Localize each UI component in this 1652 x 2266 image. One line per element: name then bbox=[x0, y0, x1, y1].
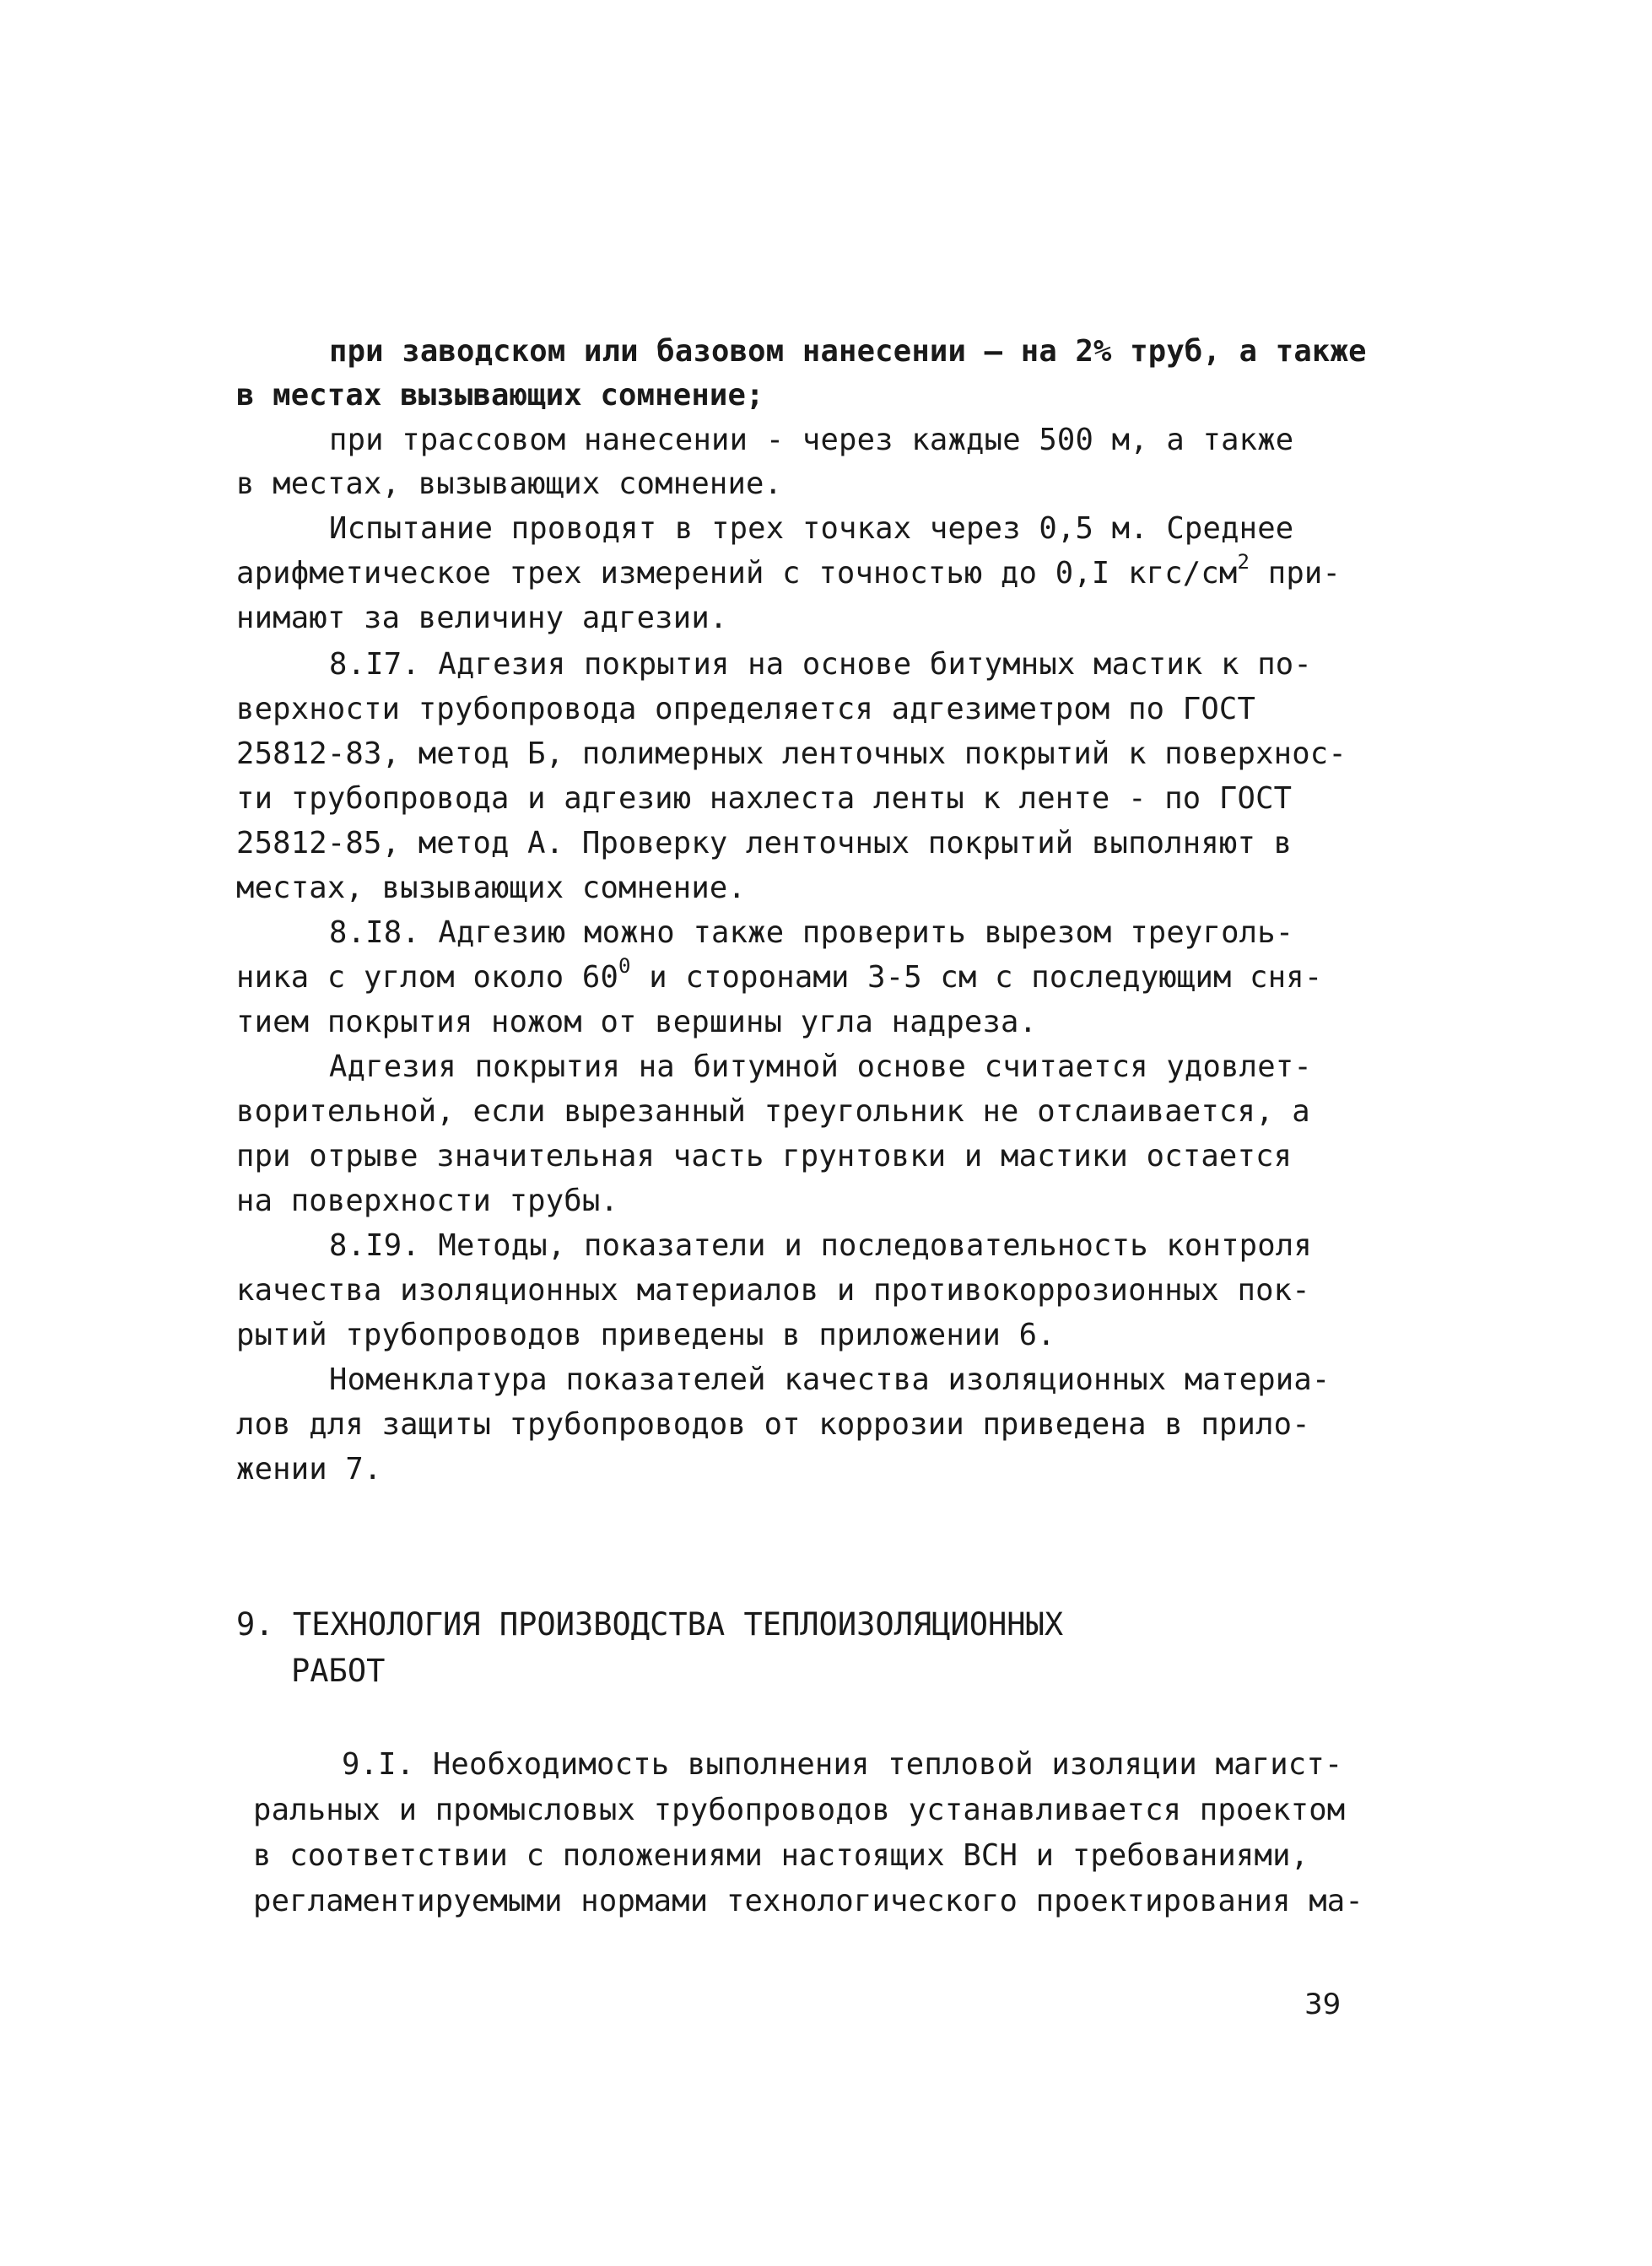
text-line: регламентируемыми нормами технологического проектирования ма- bbox=[253, 1884, 1363, 1918]
text-line: верхности трубопровода определяется адгезиметром по ГОСТ bbox=[236, 692, 1256, 726]
text-line: Испытание проводят в трех точках через 0,5 м. Среднее bbox=[329, 511, 1294, 546]
text-line: 9.I. Необходимость выполнения тепловой изоляции магист- bbox=[342, 1747, 1343, 1782]
text-segment: и сторонами 3-5 см с последующим сня- bbox=[630, 960, 1323, 995]
text-line: в местах, вызывающих сомнение. bbox=[236, 467, 783, 501]
text-line: рытий трубопроводов приведены в приложении 6. bbox=[236, 1318, 1055, 1352]
text-line: Адгезия покрытия на битумной основе считается удовлет- bbox=[329, 1049, 1312, 1084]
page-number: 39 bbox=[1304, 1988, 1342, 2021]
text-line: местах, вызывающих сомнение. bbox=[236, 871, 747, 905]
text-line: ворительной, если вырезанный треугольник не отслаивается, а bbox=[236, 1094, 1310, 1129]
text-line: Номенклатура показателей качества изоляционных материа- bbox=[329, 1362, 1331, 1397]
text-line: в соответствии с положениями настоящих ВСН и требованиями, bbox=[253, 1838, 1309, 1873]
text-line: при заводском или базовом нанесении – на 2% труб, а также bbox=[329, 334, 1367, 369]
text-line: 8.I8. Адгезию можно также проверить вырезом треуголь- bbox=[329, 915, 1294, 950]
text-line: нимают за величину адгезии. bbox=[236, 601, 728, 635]
text-line: 8.I7. Адгезия покрытия на основе битумных мастик к по- bbox=[329, 647, 1312, 682]
text-segment: при- bbox=[1250, 556, 1342, 591]
text-line: при отрыве значительная часть грунтовки и мастики остается bbox=[236, 1139, 1293, 1173]
text-line bbox=[236, 550, 1342, 595]
superscript: 0 bbox=[618, 954, 631, 979]
section-heading-continuation: РАБОТ bbox=[291, 1653, 386, 1689]
text-line: ти трубопровода и адгезию нахлеста ленты к ленте - по ГОСТ bbox=[236, 781, 1293, 816]
section-heading: 9. ТЕХНОЛОГИЯ ПРОИЗВОДСТВА ТЕПЛОИЗОЛЯЦИОННЫХ bbox=[236, 1606, 1064, 1643]
text-line: тием покрытия ножом от вершины угла надреза. bbox=[236, 1005, 1038, 1039]
text-line: 25812-83, метод Б, полимерных ленточных покрытий к поверхнос- bbox=[236, 736, 1347, 771]
text-segment: ника с углом около 60 bbox=[236, 960, 619, 995]
text-line: жении 7. bbox=[236, 1452, 382, 1486]
text-line: качества изоляционных материалов и противокоррозионных пок- bbox=[236, 1273, 1310, 1308]
text-line: на поверхности трубы. bbox=[236, 1184, 619, 1218]
text-line: 8.I9. Методы, показатели и последовательность контроля bbox=[329, 1228, 1312, 1263]
text-line: в местах вызывающих сомнение; bbox=[236, 378, 764, 413]
text-segment: арифметическое трех измерений с точностью до 0,I кгс/см bbox=[236, 556, 1238, 591]
text-line bbox=[236, 954, 1323, 999]
superscript: 2 bbox=[1237, 550, 1250, 575]
text-line: лов для защиты трубопроводов от коррозии приведена в прило- bbox=[236, 1407, 1310, 1442]
text-line: 25812-85, метод А. Проверку ленточных покрытий выполняют в bbox=[236, 826, 1293, 861]
text-line: при трассовом нанесении - через каждые 500 м, а также bbox=[329, 423, 1294, 457]
text-line: ральных и промысловых трубопроводов устанавливается проектом bbox=[253, 1793, 1346, 1827]
